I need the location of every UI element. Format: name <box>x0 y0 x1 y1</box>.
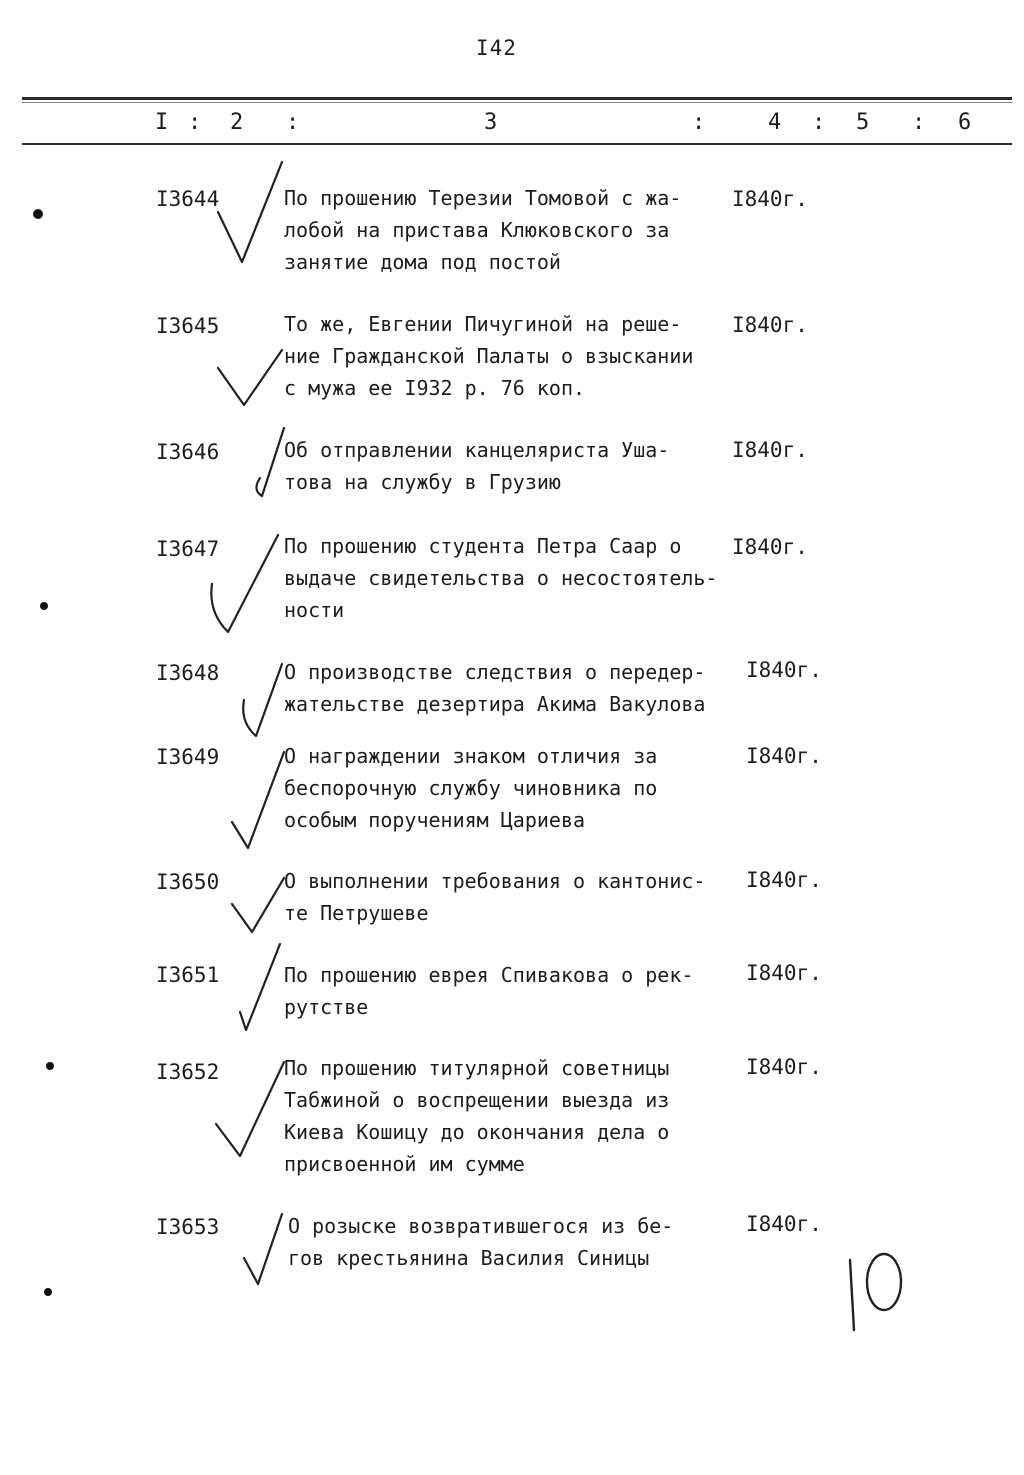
column-header-6: 6 <box>958 110 972 135</box>
checkmark-icon <box>216 1062 284 1156</box>
entry-title-line: ние Гражданской Палаты о взыскании <box>284 344 694 368</box>
header-top-rule <box>22 97 1012 100</box>
entry-number: I3648 <box>156 661 220 685</box>
entry-number: I3651 <box>156 963 220 987</box>
page-number: I42 <box>476 36 517 60</box>
entry-number: I3647 <box>156 537 220 561</box>
column-header-4: 4 <box>768 110 782 135</box>
column-separator: : <box>812 110 826 135</box>
column-separator: : <box>188 110 202 135</box>
entry-title <box>284 530 744 626</box>
handwritten-number-10 <box>850 1254 901 1330</box>
header-bottom-rule <box>22 143 1012 145</box>
checkmark-icon <box>256 428 284 496</box>
entry-title-line: с мужа ее I932 р. 76 коп. <box>284 376 586 400</box>
entry-number: I3645 <box>156 314 220 338</box>
column-header-1: I <box>155 110 169 135</box>
entry-title-line: О розыске возвратившегося из бе- <box>288 1214 674 1238</box>
entry-year: I840г. <box>746 744 822 768</box>
binder-hole-mark <box>46 1062 54 1070</box>
entry-title-line: ности <box>284 598 345 622</box>
column-header-2: 2 <box>230 110 244 135</box>
checkmark-icon <box>218 350 282 405</box>
checkmark-icon <box>232 878 284 932</box>
entry-title-line: особым поручениям Цариева <box>284 808 586 832</box>
entry-year: I840г. <box>746 658 822 682</box>
entry-title-line: присвоенной им сумме <box>284 1152 525 1176</box>
column-separator: : <box>286 110 300 135</box>
entry-number: I3652 <box>156 1060 220 1084</box>
entry-title <box>288 1210 748 1274</box>
entry-number: I3644 <box>156 187 220 211</box>
entry-title-line: Табжиной о воспрещении выезда из <box>284 1088 670 1112</box>
entry-number: I3646 <box>156 440 220 464</box>
entry-year: I840г. <box>732 187 808 211</box>
entry-title-line: лобой на пристава Клюковского за <box>284 218 670 242</box>
entry-title-line: выдаче свидетельства о несостоятель- <box>284 566 718 590</box>
entry-title-line: жательстве дезертира Акима Вакулова <box>284 692 706 716</box>
entry-title-line: Об отправлении канцеляриста Уша- <box>284 438 670 462</box>
entry-year: I840г. <box>746 868 822 892</box>
entry-title-line: По прошению студента Петра Саар о <box>284 534 682 558</box>
entry-title-line: То же, Евгении Пичугиной на реше- <box>284 312 682 336</box>
entry-title-line: Киева Кошицу до окончания дела о <box>284 1120 670 1144</box>
binder-hole-mark <box>40 602 48 610</box>
entry-title-line: беспорочную службу чиновника по <box>284 776 658 800</box>
column-header-5: 5 <box>856 110 870 135</box>
entry-title-line: това на службу в Грузию <box>284 470 561 494</box>
entry-year: I840г. <box>732 535 808 559</box>
entry-year: I840г. <box>732 313 808 337</box>
entry-title-line: По прошению титулярной советницы <box>284 1056 670 1080</box>
entry-number: I3650 <box>156 870 220 894</box>
column-separator: : <box>912 110 926 135</box>
entry-title-line: занятие дома под постой <box>284 250 561 274</box>
entry-number: I3653 <box>156 1215 220 1239</box>
entry-title-line: О выполнении требования о кантонис- <box>284 869 706 893</box>
entry-title <box>284 1052 744 1180</box>
entry-title-line: По прошению еврея Спивакова о рек- <box>284 963 694 987</box>
binder-hole-mark <box>44 1288 52 1296</box>
entry-year: I840г. <box>746 1055 822 1079</box>
header-top-rule-secondary <box>22 102 1012 103</box>
entry-year: I840г. <box>746 1212 822 1236</box>
entry-title-line: О производстве следствия о передер- <box>284 660 706 684</box>
checkmark-icon <box>218 162 282 262</box>
checkmark-icon <box>240 944 280 1030</box>
entry-title <box>284 434 744 498</box>
entry-title <box>284 308 744 404</box>
checkmark-icon <box>244 1214 282 1284</box>
entry-title <box>284 740 744 836</box>
checkmark-icon <box>211 535 278 632</box>
entry-year: I840г. <box>746 961 822 985</box>
entry-title-line: те Петрушеве <box>284 901 429 925</box>
entry-number: I3649 <box>156 745 220 769</box>
column-header-3: 3 <box>484 110 498 135</box>
entry-title-line: По прошению Терезии Томовой с жа- <box>284 186 682 210</box>
entry-title-line: рутстве <box>284 995 369 1019</box>
entry-title-line: гов крестьянина Василия Синицы <box>288 1246 650 1270</box>
checkmark-icon <box>232 752 284 848</box>
entry-year: I840г. <box>732 438 808 462</box>
entry-title-line: О награждении знаком отличия за <box>284 744 658 768</box>
column-separator: : <box>692 110 706 135</box>
entry-title <box>284 656 744 720</box>
entry-title <box>284 959 744 1023</box>
checkmark-icon <box>243 664 282 736</box>
entry-title <box>284 182 744 278</box>
entry-title <box>284 865 744 929</box>
binder-hole-mark <box>33 209 43 219</box>
